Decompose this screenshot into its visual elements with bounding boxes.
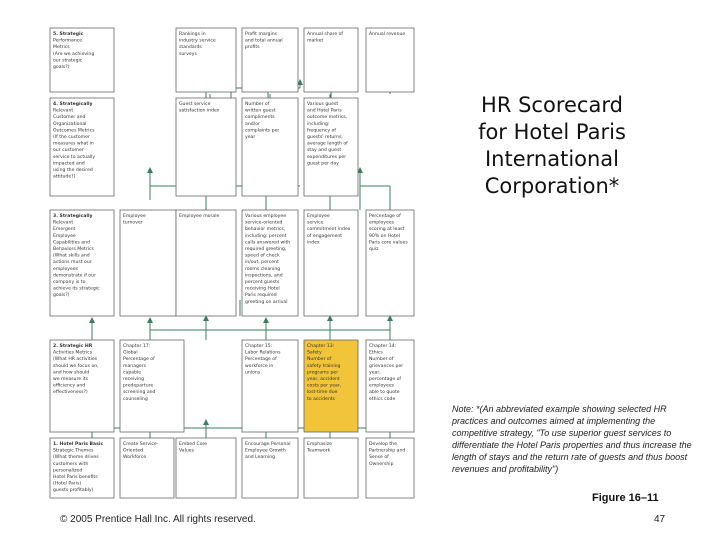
scorecard-metric-box: [120, 210, 176, 316]
box-text-line: Hotel Paris benefits: [53, 475, 98, 480]
box-text-line: Annual revenue: [369, 32, 406, 37]
scorecard-metric-box: [176, 210, 236, 316]
box-text-line: screening and: [123, 390, 156, 396]
scorecard-metric-box: [176, 438, 236, 498]
box-text-line: of engagement: [307, 233, 343, 239]
box-text-line: year,: [369, 370, 381, 376]
box-frame: [242, 438, 298, 498]
box-text-line: (What skills and: [53, 253, 90, 259]
box-text-line: Chapter 15:: [245, 344, 273, 349]
box-text-line: and Hotel Paris: [307, 108, 342, 114]
box-text-line: Profit margins: [245, 32, 278, 37]
box-text-line: Various employee: [245, 214, 287, 219]
box-text-line: greeting on arrival: [245, 299, 288, 305]
box-text: [179, 213, 219, 219]
box-text-line: customers with: [53, 461, 89, 467]
box-frame: [120, 210, 176, 316]
box-text-line: goals?): [53, 65, 70, 70]
box-frame: [176, 210, 236, 316]
box-text-line: grievances per: [369, 363, 404, 369]
scorecard-metric-box: [366, 340, 414, 432]
box-text-line: Encourage Personal: [245, 442, 291, 447]
box-frame: [176, 438, 236, 498]
scorecard-metric-box: [366, 210, 414, 316]
box-text-line: predeparture: [123, 383, 154, 389]
box-text-line: personalized: [53, 468, 83, 474]
box-frame: [366, 438, 414, 498]
box-text-line: Relevant: [53, 220, 74, 226]
box-text-line: Oriented: [123, 448, 144, 454]
box-text-line: Labor Relations: [245, 350, 281, 356]
box-frame: [304, 438, 358, 498]
box-text-line: able to quote: [369, 390, 400, 396]
box-text-line: employees: [369, 220, 395, 226]
scorecard-level-box: [50, 340, 114, 432]
box-text-line: Percentage of: [245, 357, 277, 363]
scorecard-metric-box: [304, 28, 358, 92]
box-text-line: counseling: [123, 396, 148, 402]
box-text-line: employees: [369, 383, 395, 389]
box-text-line: Rankings in: [179, 32, 206, 37]
box-text-line: Organizational: [53, 121, 87, 127]
title-line: for Hotel Paris: [478, 120, 626, 144]
box-text-line: 1. Hotel Paris Basic: [53, 442, 104, 447]
box-text-line: company is to: [53, 280, 86, 285]
box-text-line: our customer: [53, 148, 84, 154]
page-number: 47: [654, 514, 666, 525]
box-text-line: 2. Strategic HR: [53, 344, 93, 349]
box-text-line: receiving Hotel: [245, 286, 280, 292]
scorecard-level-box: [50, 210, 114, 316]
box-frame: [366, 210, 414, 316]
box-text-line: Safety: [307, 350, 322, 356]
box-text-line: 4. Strategically: [53, 102, 93, 107]
box-text-line: profits: [245, 45, 260, 51]
box-text-line: Number of: [307, 357, 332, 363]
box-text-line: in/out, percent: [245, 260, 279, 266]
scorecard-level-box: [50, 438, 114, 498]
box-text-line: workforce in: [245, 363, 274, 369]
box-text-line: should we focus on,: [53, 363, 99, 369]
scorecard-metric-box: [176, 28, 236, 92]
box-text-line: complaints per: [245, 128, 280, 134]
box-text-line: including:: [307, 121, 330, 127]
box-frame: [304, 28, 358, 92]
box-text-line: Partnership and: [369, 448, 406, 454]
box-text-line: commitment index: [307, 227, 351, 233]
box-text-line: Number of: [369, 357, 394, 363]
box-text-line: and total annual: [245, 38, 283, 44]
box-text-line: Create Service-: [123, 442, 159, 447]
box-text-line: guests' returns,: [307, 135, 343, 140]
box-text-line: guests profitably): [53, 488, 94, 494]
box-text-line: employees: [53, 266, 79, 272]
box-text-line: Global: [123, 350, 138, 356]
box-text-line: Develop the: [369, 442, 397, 447]
box-text-line: outcome metrics,: [307, 115, 348, 121]
title-line: International: [484, 147, 620, 171]
box-text-line: ethics code: [369, 396, 396, 402]
scorecard-metric-box: [304, 98, 358, 196]
box-text-line: speed of check: [245, 253, 280, 259]
scorecard-level-box: [50, 28, 114, 92]
box-frame: [120, 438, 174, 498]
box-frame: [304, 210, 358, 316]
box-text-line: stay and guest: [307, 148, 342, 154]
box-text-line: compliments: [245, 115, 275, 121]
box-text-line: Performance: [53, 38, 83, 44]
box-text-line: Employee Growth: [245, 448, 286, 454]
box-text-line: Behaviors Metrics: [53, 247, 94, 252]
box-text-line: average length of: [307, 141, 348, 147]
box-text-line: expenditures per: [307, 154, 347, 160]
title-line: Corporation*: [484, 174, 620, 198]
box-text-line: percentage of: [369, 377, 402, 382]
figure-label: Figure 16–11: [592, 492, 659, 504]
title-line: HR Scorecard: [481, 93, 623, 117]
box-text-line: Relevant: [53, 108, 74, 114]
scorecard-metric-box: [120, 340, 184, 432]
box-text-line: Annual share of: [307, 32, 344, 37]
box-text-line: Capabilities and: [53, 240, 90, 246]
scorecard-metric-box: [304, 438, 358, 498]
box-text-line: Embed Core: [179, 442, 208, 447]
slide-title: [452, 92, 652, 200]
box-text-line: Chapter 17:: [123, 344, 151, 349]
box-text-line: effectiveness?): [53, 390, 88, 396]
box-frame: [176, 28, 236, 92]
box-text-line: 3. Strategically: [53, 214, 93, 219]
box-text-line: (Are we achieving: [53, 51, 95, 57]
box-text-line: Ethics: [369, 350, 383, 356]
box-text-line: Values: [179, 448, 195, 454]
scorecard-metric-box: [366, 28, 414, 92]
scorecard-metric-box: [366, 438, 414, 498]
box-text-line: guest per day: [307, 161, 339, 167]
box-text-line: industry service: [179, 38, 216, 44]
box-text-line: Strategic Themes: [53, 448, 94, 454]
box-text-line: inspections, and: [245, 273, 283, 279]
box-text-line: achieve its strategic: [53, 286, 100, 292]
box-text-line: unions: [245, 370, 261, 376]
box-text-line: lost-time due: [307, 390, 338, 396]
box-text-line: service: [307, 220, 324, 226]
box-text-line: our strategic: [53, 58, 83, 64]
figure-note: Note: *(An abbreviated example showing selected HR practices and outcomes aimed at implementing the competitive strategy, "To use superior guest services to differentiate the Hotel Paris properties and thus increase the length of stays and the return rate of guests and thus boost revenues and profitability"): [452, 404, 692, 474]
box-text-line: managers: [123, 363, 147, 369]
box-text-line: written guest: [245, 108, 276, 114]
scorecard-metric-box: [176, 98, 236, 196]
box-text-line: goals?): [53, 293, 70, 299]
box-text-line: and/or: [245, 121, 260, 127]
box-text-line: Customer and: [53, 115, 86, 121]
scorecard-metric-box: [242, 340, 298, 432]
box-text-line: rooms cleaning: [245, 266, 281, 272]
box-text-line: (What theme drives: [53, 455, 99, 461]
box-text-line: year: [245, 135, 256, 140]
box-text-line: 5. Strategic: [53, 32, 84, 37]
box-text-line: service to actually: [53, 154, 96, 160]
scorecard-metric-box: [304, 210, 358, 316]
box-text-line: year, accident: [307, 377, 340, 382]
box-text-line: using the desired: [53, 168, 93, 173]
box-text-line: Percentage of: [123, 357, 155, 363]
box-text-line: satisfaction index: [179, 108, 220, 114]
box-text-line: attitude?): [53, 174, 76, 180]
box-text-line: Workforce: [123, 455, 147, 461]
box-text-line: Emergent: [53, 227, 76, 233]
box-text-line: Various guest: [307, 102, 339, 107]
box-text-line: safety training: [307, 363, 341, 369]
box-text-line: index: [307, 240, 320, 246]
box-text-line: Outcomes Metrics: [53, 128, 95, 134]
box-text-line: impacted and: [53, 161, 85, 167]
box-text-line: (If the customer: [53, 135, 90, 140]
box-text-line: required greeting,: [245, 247, 287, 252]
box-text-line: demonstrate if our: [53, 273, 96, 279]
box-text-line: Employee: [123, 214, 146, 219]
box-text-line: Percentage of: [369, 214, 401, 219]
box-text-line: measures what in: [53, 141, 94, 147]
box-text-line: Emphasize: [307, 442, 332, 447]
box-text-line: receiving: [123, 377, 145, 382]
box-text-line: costs per year,: [307, 383, 342, 389]
box-text-line: Employee: [53, 233, 76, 239]
box-text-line: quiz: [369, 247, 379, 252]
box-text-line: frequency of: [307, 128, 336, 134]
box-text-line: Ownership: [369, 461, 394, 467]
box-text-line: and how should: [53, 370, 90, 376]
box-text-line: scoring at least: [369, 227, 405, 233]
box-text-line: we measure its: [53, 377, 89, 382]
box-text-line: including: percent: [245, 233, 287, 239]
scorecard-level-box: [50, 98, 114, 196]
box-text-line: Employee morale: [179, 214, 220, 219]
box-text-line: programs per: [307, 370, 339, 376]
box-text-line: Chapter 14:: [369, 344, 397, 349]
box-text-line: Guest service: [179, 102, 211, 107]
scorecard-metric-box: [304, 340, 358, 432]
box-text-line: efficiency and: [53, 383, 86, 389]
box-text-line: Number of: [245, 102, 270, 107]
box-text-line: Teamwork: [307, 448, 331, 454]
box-text-line: Paris core values: [369, 240, 408, 246]
box-text-line: capable: [123, 370, 142, 376]
box-text: [369, 31, 405, 37]
box-text-line: Employee: [307, 214, 330, 219]
box-frame: [242, 28, 298, 92]
scorecard-metric-box: [242, 98, 298, 196]
box-text-line: service-oriented: [245, 220, 283, 226]
box-text-line: Activities Metrics: [53, 350, 93, 356]
box-text-line: standards: [179, 45, 202, 51]
copyright-text: © 2005 Prentice Hall Inc. All rights reserved.: [60, 514, 256, 525]
box-text-line: (Hotel Paris): [53, 481, 82, 487]
box-text-line: Metrics: [53, 45, 70, 51]
box-text-line: percent guests: [245, 280, 280, 285]
box-text-line: surveys: [179, 51, 197, 57]
box-text-line: 90% on Hotel: [369, 233, 401, 239]
box-frame: [366, 28, 414, 92]
box-text-line: and Learning: [245, 455, 276, 461]
box-text-line: (What HR activities: [53, 357, 98, 363]
box-text-line: behavior metrics,: [245, 227, 286, 233]
box-text-line: Chapter 13:: [307, 344, 335, 349]
box-text-line: turnover: [123, 220, 143, 226]
scorecard-metric-box: [120, 438, 174, 498]
box-text-line: Sense of: [369, 455, 389, 461]
box-text-line: actions must our: [53, 260, 92, 266]
box-text-line: market: [307, 38, 324, 44]
scorecard-metric-box: [242, 210, 298, 316]
scorecard-metric-box: [242, 28, 298, 92]
scorecard-metric-box: [242, 438, 298, 498]
box-text-line: to accidents: [307, 396, 336, 402]
box-text-line: Paris required: [245, 293, 277, 299]
box-text-line: calls answered with: [245, 240, 291, 246]
